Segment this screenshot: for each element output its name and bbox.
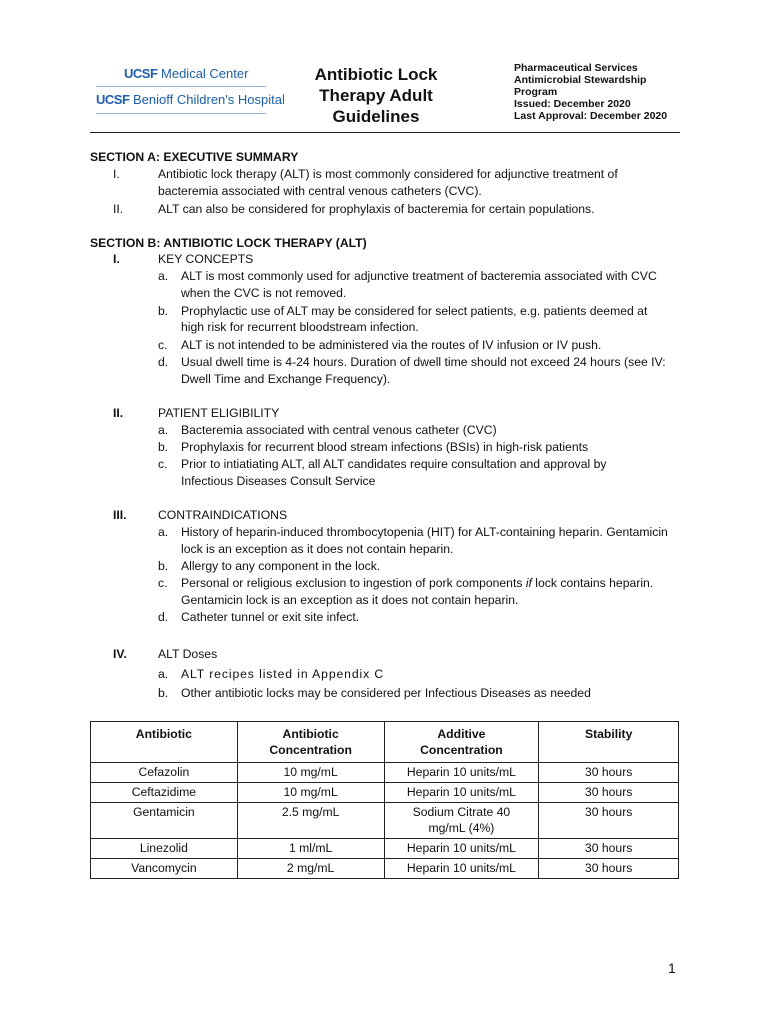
list-item-text: lock is an exception as it does not contain heparin. [181, 542, 454, 556]
cell-stability: 30 hours [539, 783, 679, 803]
list-item-text: ALT is most commonly used for adjunctive treatment of bacteremia associated with CVC [181, 269, 657, 283]
logo-underline [96, 113, 266, 114]
list-letter: d. [158, 610, 169, 624]
list-number: I. [113, 167, 120, 181]
cell-concentration: 10 mg/mL [237, 783, 384, 803]
ucsf-medical-center-logo: UCSF Medical Center [124, 66, 249, 81]
list-number: II. [113, 202, 124, 216]
table-row [91, 803, 679, 839]
part-title: KEY CONCEPTS [158, 252, 254, 266]
list-item-text: when the CVC is not removed. [181, 286, 347, 300]
list-item-text: Antibiotic lock therapy (ALT) is most commonly considered for adjunctive treatment of [158, 167, 618, 181]
list-item-text: Allergy to any component in the lock. [181, 559, 381, 573]
cell-stability: 30 hours [539, 763, 679, 783]
list-letter: b. [158, 559, 169, 573]
list-letter: c. [158, 338, 168, 352]
list-item-text: Gentamicin lock is an exception as it does not contain heparin. [181, 593, 519, 607]
section-b-heading: SECTION B: ANTIBIOTIC LOCK THERAPY (ALT) [90, 236, 367, 250]
part-number: III. [113, 508, 127, 522]
list-letter: b. [158, 686, 169, 700]
list-item-text: Prior to intiatiating ALT, all ALT candidates require consultation and approval by [181, 457, 607, 471]
logo-divider [96, 86, 266, 87]
list-item-text: ALT is not intended to be administered via the routes of IV infusion or IV push. [181, 338, 602, 352]
cell-concentration: 10 mg/mL [237, 763, 384, 783]
list-letter: a. [158, 269, 169, 283]
cell-antibiotic: Linezolid [91, 839, 238, 859]
cell-antibiotic: Ceftazidime [91, 783, 238, 803]
list-letter: d. [158, 355, 169, 369]
cell-additive: Sodium Citrate 40 mg/mL (4%) [384, 803, 539, 839]
header-antibiotic: Antibiotic [91, 722, 238, 763]
header-rule [90, 132, 680, 133]
cell-stability: 30 hours [539, 839, 679, 859]
cell-concentration: 1 ml/mL [237, 839, 384, 859]
cell-stability: 30 hours [539, 859, 679, 879]
list-letter: c. [158, 576, 168, 590]
list-item-text: Dwell Time and Exchange Frequency). [181, 372, 391, 386]
cell-additive: Heparin 10 units/mL [384, 859, 539, 879]
list-letter: c. [158, 457, 168, 471]
part-number: I. [113, 252, 120, 266]
table-header-row [91, 722, 679, 763]
list-item-text: History of heparin-induced thrombocytopenia (HIT) for ALT-containing heparin. Gentamicin [181, 525, 668, 539]
cell-additive: Heparin 10 units/mL [384, 763, 539, 783]
list-item-text: Other antibiotic locks may be considered per Infectious Diseases as needed [181, 686, 591, 700]
list-item-text: Catheter tunnel or exit site infect. [181, 610, 360, 624]
document-title: Antibiotic Lock Therapy Adult Guidelines [314, 65, 438, 126]
cell-antibiotic: Gentamicin [91, 803, 238, 839]
list-item-text: Bacteremia associated with central venous catheter (CVC) [181, 423, 497, 437]
list-item-text: Prophylaxis for recurrent blood stream infections (BSIs) in high-risk patients [181, 440, 589, 454]
table-row [91, 783, 679, 803]
list-item-text: Personal or religious exclusion to ingestion of pork components if lock contains heparin. [181, 576, 654, 590]
ucsf-benioff-logo: UCSF Benioff Children's Hospital [96, 92, 285, 107]
page-number: 1 [668, 960, 676, 976]
cell-additive: Heparin 10 units/mL [384, 839, 539, 859]
header-additive-concentration: Additive Concentration [384, 722, 539, 763]
part-title: CONTRAINDICATIONS [158, 508, 288, 522]
section-a-heading: SECTION A: EXECUTIVE SUMMARY [90, 150, 299, 164]
list-item-text: high risk for recurrent bloodstream infection. [181, 320, 419, 334]
list-letter: b. [158, 440, 169, 454]
table-row [91, 859, 679, 879]
list-item-text: Infectious Diseases Consult Service [181, 474, 376, 488]
cell-antibiotic: Cefazolin [91, 763, 238, 783]
list-item-text: ALT recipes listed in Appendix C [181, 667, 385, 681]
table-row [91, 839, 679, 859]
header-stability: Stability [539, 722, 679, 763]
cell-additive: Heparin 10 units/mL [384, 783, 539, 803]
cell-antibiotic: Vancomycin [91, 859, 238, 879]
cell-concentration: 2.5 mg/mL [237, 803, 384, 839]
part-title: PATIENT ELIGIBILITY [158, 406, 280, 420]
list-item-text: Usual dwell time is 4-24 hours. Duration of dwell time should not exceed 24 hours (see IV: [181, 355, 666, 369]
document-meta: Pharmaceutical Services Antimicrobial Stewardship Program Issued: December 2020 Last Approval: December 2020 [514, 62, 668, 122]
header-antibiotic-concentration: Antibiotic Concentration [237, 722, 384, 763]
list-letter: b. [158, 304, 169, 318]
part-number: IV. [113, 647, 127, 661]
list-letter: a. [158, 667, 169, 681]
list-item-text: Prophylactic use of ALT may be considered for select patients, e.g. patients deemed at [181, 304, 648, 318]
list-letter: a. [158, 525, 169, 539]
alt-doses-table [90, 721, 679, 879]
list-item-text: bacteremia associated with central venous catheters (CVC). [158, 184, 482, 198]
table-row [91, 763, 679, 783]
part-title: ALT Doses [158, 647, 218, 661]
cell-concentration: 2 mg/mL [237, 859, 384, 879]
part-number: II. [113, 406, 124, 420]
list-letter: a. [158, 423, 169, 437]
list-item-text: ALT can also be considered for prophylaxis of bacteremia for certain populations. [158, 202, 595, 216]
cell-stability: 30 hours [539, 803, 679, 839]
